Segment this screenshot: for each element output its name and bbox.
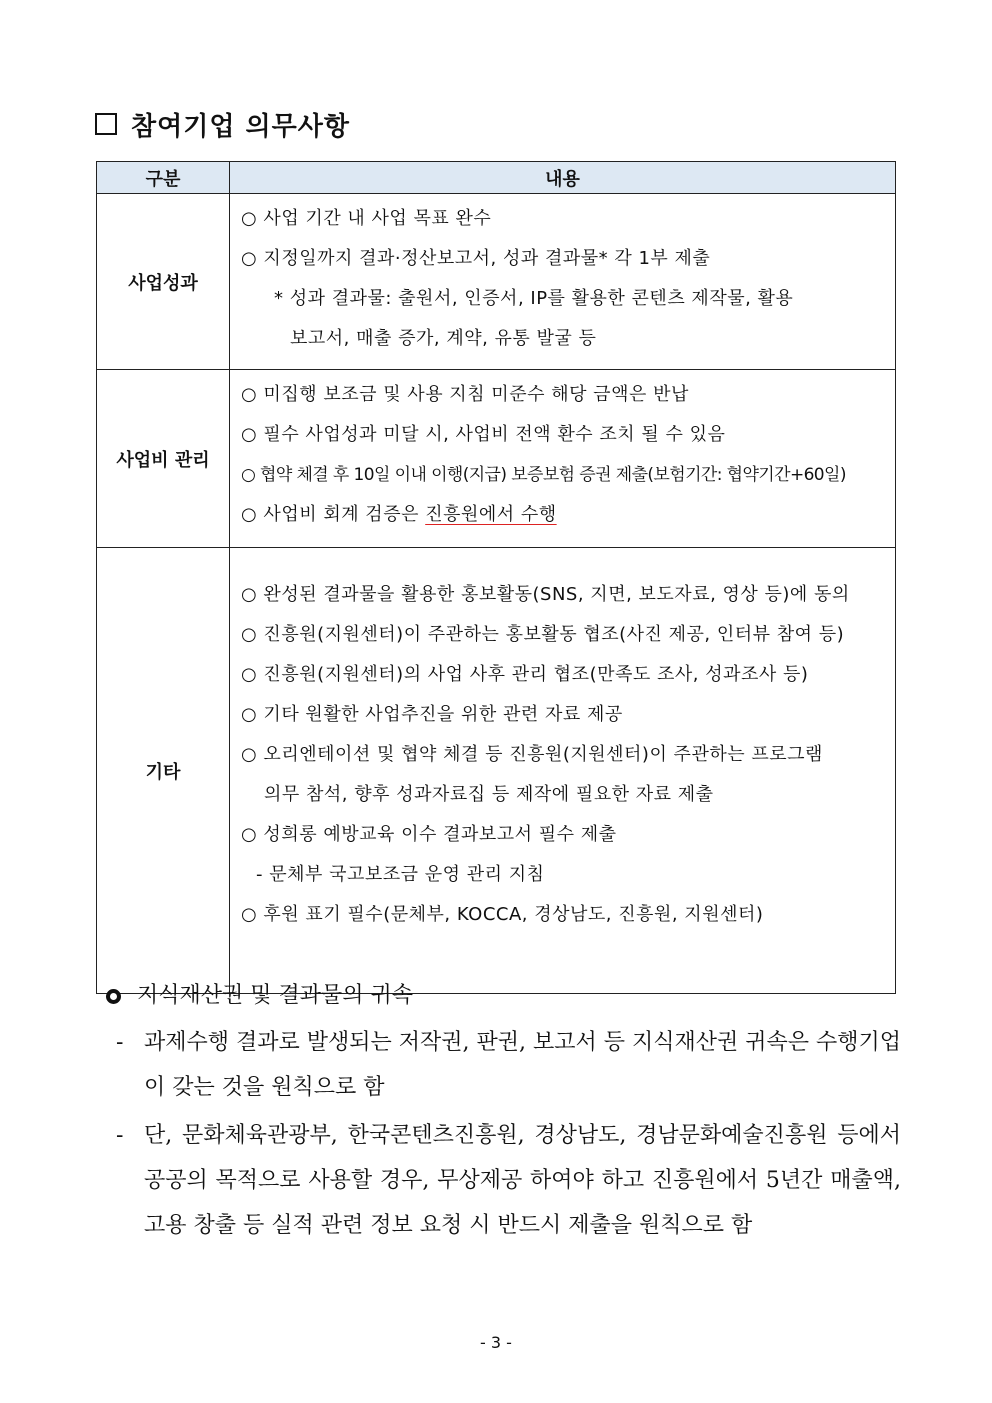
content-line: ○ 진흥원(지원센터)이 주관하는 홍보활동 협조(사진 제공, 인터뷰 참여 등) xyxy=(241,624,845,645)
row-category: 사업비 관리 xyxy=(97,370,230,548)
paragraph-text: 단, 문화체육관광부, 한국콘텐츠진흥원, 경상남도, 경남문화예술진흥원 등에서 공공의 목적으로 사용할 경우, 무상제공 하여야 하고 진흥원에서 5년간 매출액, 고용 창출 등 실적 관련 정보 요청 시 반드시 제출을 원칙으로 함 xyxy=(144,1123,901,1238)
row-content xyxy=(230,548,896,994)
content-text: ○ 사업비 회계 검증은 xyxy=(241,504,426,525)
obligations-table xyxy=(96,161,896,994)
ip-section xyxy=(106,975,901,1248)
header-content: 내용 xyxy=(230,162,896,194)
row-category: 기타 xyxy=(97,548,230,994)
underlined-text: 진흥원에서 수행 xyxy=(425,504,557,525)
table-row xyxy=(97,194,896,370)
content-line: ○ 기타 원활한 사업추진을 위한 관련 자료 제공 xyxy=(241,704,623,725)
content-line-cont: 의무 참석, 향후 성과자료집 등 제작에 필요한 자료 제출 xyxy=(264,784,714,805)
row-category: 사업성과 xyxy=(97,194,230,370)
content-line: ○ 성희롱 예방교육 이수 결과보고서 필수 제출 xyxy=(241,824,617,845)
content-line: ○ 사업 기간 내 사업 목표 완수 xyxy=(241,208,492,229)
content-line: ○ 완성된 결과물을 활용한 홍보활동(SNS, 지면, 보도자료, 영상 등)에 동의 xyxy=(241,584,850,605)
list-item xyxy=(106,1113,901,1248)
hollow-bullet-icon xyxy=(106,989,121,1004)
row-content xyxy=(230,370,896,548)
checkbox-square-icon xyxy=(95,113,117,135)
dash-marker: - xyxy=(116,1030,124,1055)
table-row xyxy=(97,548,896,994)
list-item xyxy=(106,1020,901,1110)
paragraph-text: 과제수행 결과로 발생되는 저작권, 판권, 보고서 등 지식재산권 귀속은 수행기업이 갖는 것을 원칙으로 함 xyxy=(144,1030,901,1100)
content-line xyxy=(230,495,895,535)
content-line: ○ 협약 체결 후 10일 이내 이행(지급) 보증보험 증권 제출(보험기간: 협약기간+60일) xyxy=(241,465,846,485)
heading-title: 참여기업 의무사항 xyxy=(131,111,350,142)
content-note-cont: 보고서, 매출 증가, 계약, 유통 발굴 등 xyxy=(290,328,597,349)
page-number: - 3 - xyxy=(480,1333,512,1352)
content-line: ○ 필수 사업성과 미달 시, 사업비 전액 환수 조치 될 수 있음 xyxy=(241,424,726,445)
content-note: * 성과 결과물: 출원서, 인증서, IP를 활용한 콘텐츠 제작물, 활용 xyxy=(274,288,794,309)
dash-marker: - xyxy=(116,1123,124,1148)
section-heading xyxy=(95,104,350,144)
table-header-row xyxy=(97,162,896,194)
content-line: ○ 오리엔테이션 및 협약 체결 등 진흥원(지원센터)이 주관하는 프로그램 xyxy=(241,744,823,765)
section-title: 지식재산권 및 결과물의 귀속 xyxy=(137,983,414,1008)
content-line: ○ 진흥원(지원센터)의 사업 사후 관리 협조(만족도 조사, 성과조사 등) xyxy=(241,664,809,685)
table-row xyxy=(97,370,896,548)
section-title-row xyxy=(106,975,901,1017)
row-content xyxy=(230,194,896,370)
content-line: ○ 후원 표기 필수(문체부, KOCCA, 경상남도, 진흥원, 지원센터) xyxy=(241,904,764,925)
header-category: 구분 xyxy=(97,162,230,194)
content-line: ○ 지정일까지 결과·정산보고서, 성과 결과물* 각 1부 제출 xyxy=(241,248,711,269)
content-subline: - 문체부 국고보조금 운영 관리 지침 xyxy=(256,864,545,885)
content-line: ○ 미집행 보조금 및 사용 지침 미준수 해당 금액은 반납 xyxy=(241,384,689,405)
